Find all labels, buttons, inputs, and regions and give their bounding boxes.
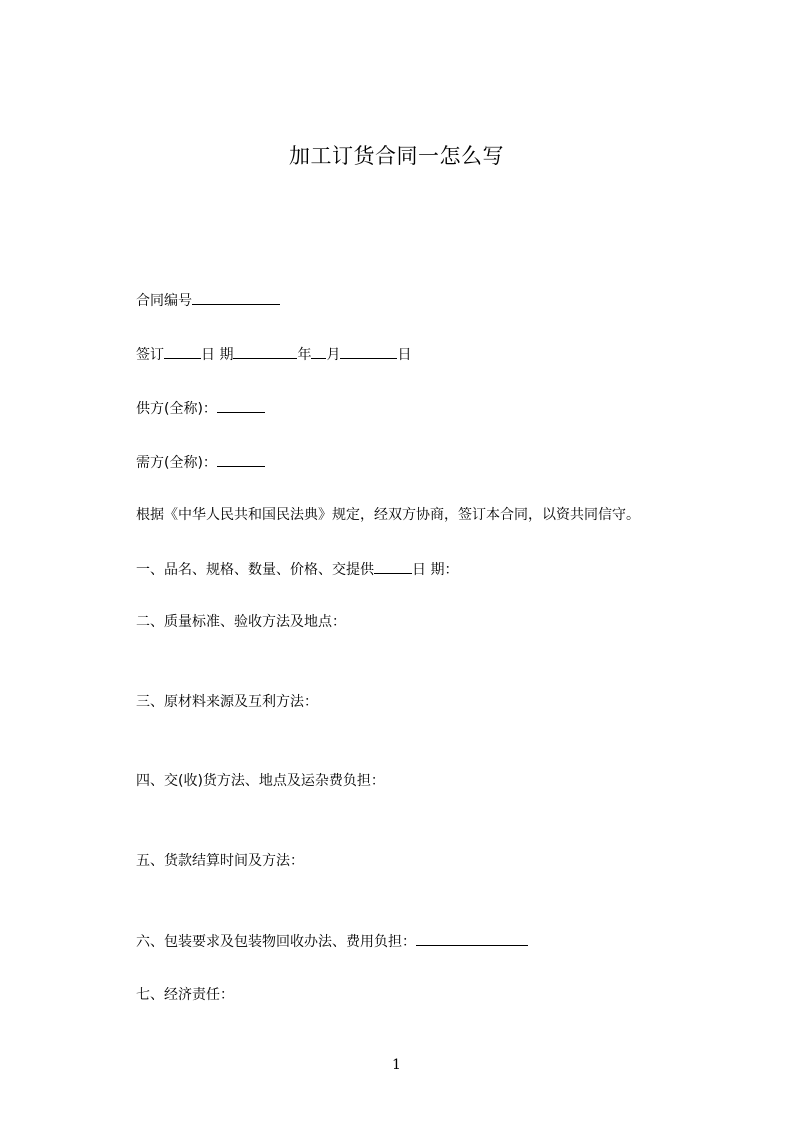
supplier-line	[136, 398, 265, 419]
month-label: 月	[326, 347, 341, 363]
signing-label: 签订	[136, 347, 164, 363]
preamble-text: 根据《中华人民共和国民法典》规定，经双方协商，签订本合同，以资共同信守。	[136, 507, 640, 523]
day-label: 日	[397, 347, 412, 363]
clause-6-blank[interactable]	[416, 931, 528, 946]
contract-number-line	[136, 290, 280, 311]
page-number: 1	[392, 1057, 401, 1073]
clause-6	[136, 931, 528, 952]
clause-6-text: 六、包装要求及包装物回收办法、费用负担：	[136, 934, 416, 950]
buyer-line	[136, 452, 265, 473]
signing-date-line	[136, 344, 411, 365]
clause-7: 七、经济责任：	[136, 987, 234, 1003]
buyer-label: 需方(全称)：	[136, 455, 217, 471]
clause-1	[136, 559, 458, 580]
year-label: 年	[297, 347, 312, 363]
clause-1-prefix: 一、品名、规格、数量、价格、交提供	[136, 562, 374, 578]
clause-2: 二、质量标准、验收方法及地点：	[136, 614, 346, 630]
signing-year-blank[interactable]	[233, 344, 297, 359]
clause-3: 三、原材料来源及互利方法：	[136, 694, 318, 710]
contract-number-label: 合同编号	[136, 293, 192, 309]
signing-place-blank[interactable]	[164, 344, 201, 359]
contract-number-blank[interactable]	[192, 290, 280, 305]
buyer-blank[interactable]	[217, 452, 265, 467]
supplier-blank[interactable]	[217, 398, 265, 413]
clause-4: 四、交(收)货方法、地点及运杂费负担：	[136, 773, 385, 789]
signing-date-label: 日 期	[201, 347, 234, 363]
supplier-label: 供方(全称)：	[136, 401, 217, 417]
clause-1-blank[interactable]	[374, 559, 412, 574]
clause-1-suffix: 日 期：	[412, 562, 459, 578]
clause-5: 五、货款结算时间及方法：	[136, 853, 304, 869]
signing-day-blank[interactable]	[340, 344, 397, 359]
signing-month-blank[interactable]	[311, 344, 326, 359]
document-title: 加工订货合同一怎么写	[289, 144, 504, 168]
